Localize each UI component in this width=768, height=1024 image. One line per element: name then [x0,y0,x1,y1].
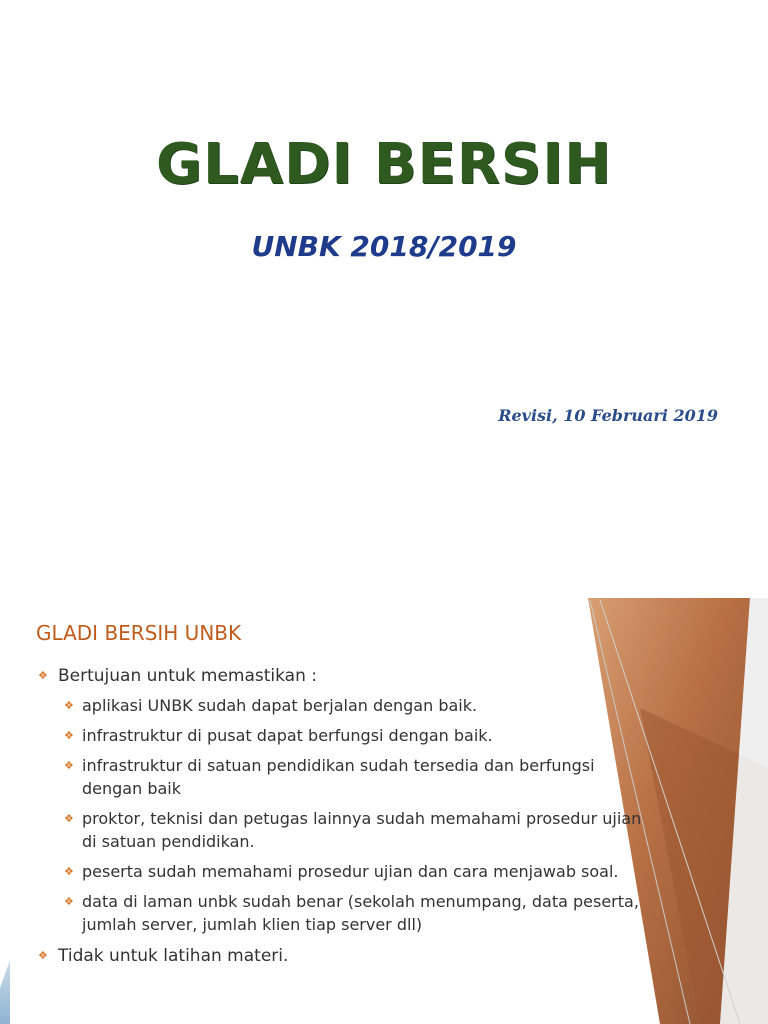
sub-bullet-item [38,724,648,747]
sub-bullet-item [38,694,648,717]
sub-bullet-item [38,807,648,853]
diamond-bullet-icon: ❖ [64,865,74,878]
diamond-bullet-icon: ❖ [64,699,74,712]
sub-bullet-item [38,860,648,883]
bullet-text: Bertujuan untuk memastikan : [58,666,317,686]
diamond-bullet-icon: ❖ [64,812,74,825]
blue-accent-shape [0,960,10,1024]
diamond-bullet-icon: ❖ [64,759,74,772]
bullet-text: infrastruktur di pusat dapat berfungsi dengan baik. [82,726,493,745]
bullet-item [38,664,648,688]
bullet-text: Tidak untuk latihan materi. [58,946,289,966]
content-slide [0,588,768,1024]
diamond-bullet-icon: ❖ [64,895,74,908]
slide-title: GLADI BERSIH [156,132,612,197]
bullet-text: peserta sudah memahami prosedur ujian dan cara menjawab soal. [82,862,619,881]
bullet-text: data di laman unbk sudah benar (sekolah menumpang, data peserta, jumlah server, jumlah klien tiap server dll) [82,892,639,934]
diamond-bullet-icon: ❖ [38,669,48,682]
sub-bullet-item [38,754,648,800]
slide-heading: GLADI BERSIH UNBK [36,621,242,645]
bullet-list [38,664,648,968]
sub-bullet-item [38,890,648,936]
bullet-text: infrastruktur di satuan pendidikan sudah tersedia dan berfungsi dengan baik [82,756,595,798]
diamond-bullet-icon: ❖ [64,729,74,742]
bullet-text: proktor, teknisi dan petugas lainnya sudah memahami prosedur ujian di satuan pendidikan. [82,809,642,851]
revision-date: Revisi, 10 Februari 2019 [498,406,718,425]
slide-subtitle: UNBK 2018/2019 [251,230,517,263]
bullet-item [38,944,648,968]
bullet-text: aplikasi UNBK sudah dapat berjalan dengan baik. [82,696,478,715]
diamond-bullet-icon: ❖ [38,949,48,962]
